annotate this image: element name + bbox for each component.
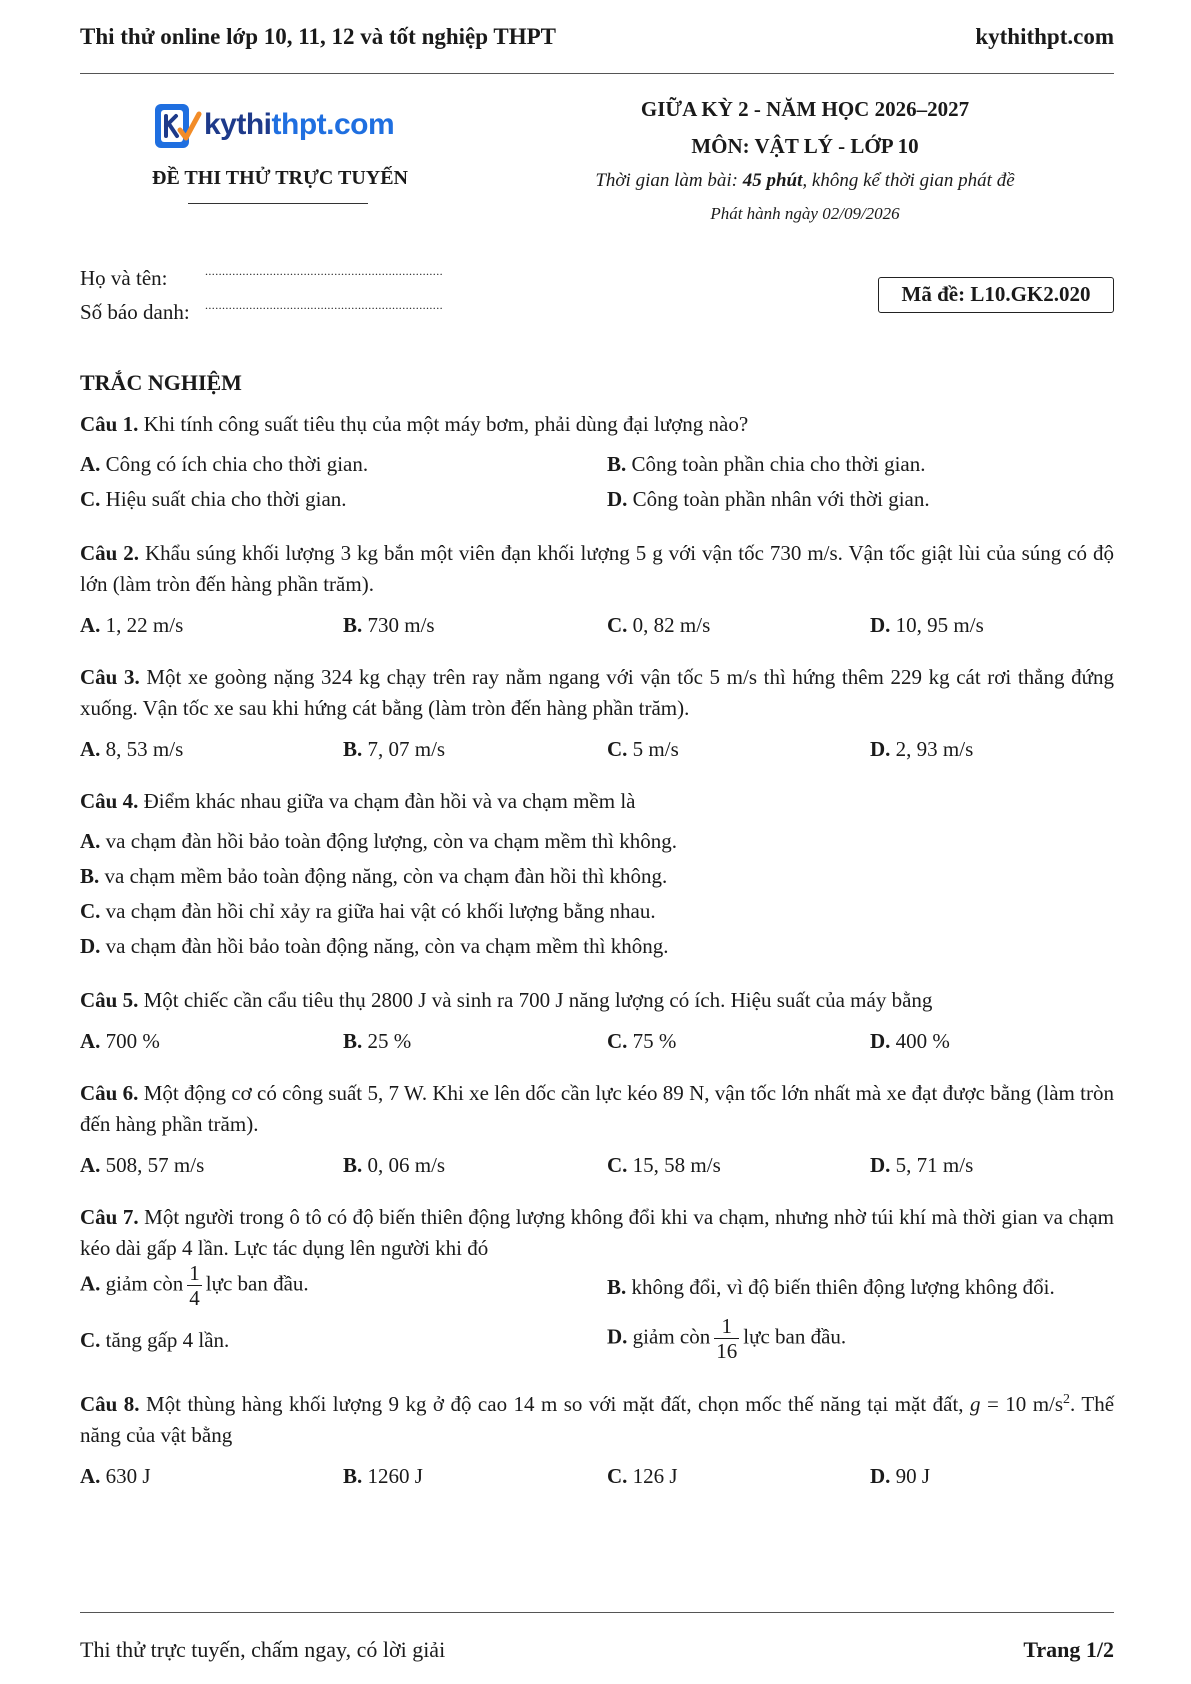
option-c[interactable]: C. 75 % [607, 1029, 677, 1053]
time-prefix: Thời gian làm bài: [595, 170, 743, 191]
question-1 [80, 409, 1114, 440]
logo [152, 100, 402, 154]
id-field[interactable]: ...................................................................... [205, 298, 443, 312]
option-c[interactable]: C. 15, 58 m/s [607, 1153, 721, 1177]
option-b[interactable]: B. 1260 J [343, 1464, 423, 1488]
question-text: Điểm khác nhau giữa va chạm đàn hồi và va chạm mềm là [143, 789, 636, 813]
subject: MÔN: VẬT LÝ - LỚP 10 [691, 134, 919, 158]
option-b[interactable]: B. va chạm mềm bảo toàn động năng, còn va chạm đàn hồi thì không. [80, 864, 668, 888]
option-d[interactable]: D. giảm còn $\frac{1}{16}$ lực ban đầu. [607, 1314, 847, 1364]
header-right[interactable]: kythithpt.com [975, 24, 1114, 49]
logo-text-a: kythi [204, 108, 272, 141]
question-6 [80, 1078, 1114, 1140]
name-field[interactable]: ...................................................................... [205, 264, 443, 278]
option-c[interactable]: C. va chạm đàn hồi chỉ xảy ra giữa hai vật có khối lượng bằng nhau. [80, 899, 656, 923]
option-d[interactable]: D. 5, 71 m/s [870, 1153, 974, 1177]
option-b[interactable]: B. 25 % [343, 1029, 412, 1053]
exam-code-box [878, 277, 1114, 313]
question-text: Một xe goòng nặng 324 kg chạy trên ray nằm ngang với vận tốc 5 m/s thì hứng thêm 229 kg cát rơi thẳng đứng xuống. Vận tốc xe sau khi hứng cát bằng (làm tròn đến hàng phần trăm). [80, 665, 1114, 720]
option-b[interactable]: B. 7, 07 m/s [343, 737, 446, 761]
header-left: Thi thử online lớp 10, 11, 12 và tốt nghiệp THPT [80, 24, 556, 49]
name-label: Họ và tên: [80, 266, 168, 290]
option-d[interactable]: D. Công toàn phần nhân với thời gian. [607, 487, 930, 511]
time-duration: 45 phút [742, 170, 803, 191]
footer-left: Thi thử trực tuyến, chấm ngay, có lời giải [80, 1637, 446, 1662]
gravity-symbol: g [970, 1392, 981, 1416]
time-suffix: , không kể thời gian phát đề [802, 170, 1015, 191]
option-a[interactable]: A. 508, 57 m/s [80, 1153, 205, 1177]
question-label: Câu 2. [80, 541, 140, 565]
exam-type: ĐỀ THI THỬ TRỰC TUYẾN [152, 167, 408, 189]
option-c[interactable]: C. 126 J [607, 1464, 678, 1488]
question-text: Một thùng hàng khối lượng 9 kg ở độ cao 14 m so với mặt đất, chọn mốc thế năng tại mặt đất, [146, 1392, 964, 1416]
option-b[interactable]: B. không đổi, vì độ biến thiên động lượng không đổi. [607, 1275, 1055, 1299]
exam-type-underline [188, 203, 368, 204]
question-text: Một chiếc cần cẩu tiêu thụ 2800 J và sinh ra 700 J năng lượng có ích. Hiệu suất của máy bằng [143, 988, 933, 1012]
footer-divider [80, 1612, 1114, 1613]
option-d[interactable]: D. 10, 95 m/s [870, 613, 984, 637]
fraction: $\frac{1}{4}$ [189, 1261, 200, 1311]
section-title: TRẮC NGHIỆM [80, 370, 242, 395]
option-d[interactable]: D. 90 J [870, 1464, 931, 1488]
option-c[interactable]: C. tăng gấp 4 lần. [80, 1328, 230, 1352]
logo-icon [152, 100, 202, 152]
option-d[interactable]: D. va chạm đàn hồi bảo toàn động năng, còn va chạm mềm thì không. [80, 934, 669, 958]
question-text: Một người trong ô tô có độ biến thiên động lượng không đổi khi va chạm, nhưng nhờ túi khí mà thời gian va chạm kéo dài gấp 4 lần. Lực tác dụng lên người khi đó [80, 1205, 1114, 1260]
option-a[interactable]: A. giảm còn $\frac{1}{4}$ lực ban đầu. [80, 1261, 309, 1311]
option-b[interactable]: B. 730 m/s [343, 613, 435, 637]
option-c[interactable]: C. 5 m/s [607, 737, 679, 761]
exam-title: GIỮA KỲ 2 - NĂM HỌC 2026–2027 [640, 97, 970, 121]
option-a[interactable]: A. 700 % [80, 1029, 160, 1053]
option-a[interactable]: A. 1, 22 m/s [80, 613, 184, 637]
question-3 [80, 662, 1114, 724]
exam-time [540, 170, 1070, 192]
logo-text-b: thpt.com [271, 108, 395, 141]
question-label: Câu 1. [80, 412, 139, 436]
release-date: Phát hành ngày 02/09/2026 [710, 204, 900, 223]
option-a[interactable]: A. 8, 53 m/s [80, 737, 184, 761]
question-label: Câu 8. [80, 1392, 140, 1416]
question-5 [80, 985, 1114, 1016]
option-c[interactable]: C. Hiệu suất chia cho thời gian. [80, 487, 347, 511]
option-b[interactable]: B. Công toàn phần chia cho thời gian. [607, 452, 926, 476]
id-label: Số báo danh: [80, 300, 190, 324]
option-d[interactable]: D. 2, 93 m/s [870, 737, 974, 761]
option-b[interactable]: B. 0, 06 m/s [343, 1153, 446, 1177]
header-divider [80, 73, 1114, 74]
question-label: Câu 7. [80, 1205, 139, 1229]
question-label: Câu 6. [80, 1081, 139, 1105]
question-text: Khẩu súng khối lượng 3 kg bắn một viên đạn khối lượng 5 g với vận tốc 730 m/s. Vận tốc giật lùi của súng có độ lớn (làm tròn đến hàng phần trăm). [80, 541, 1115, 596]
question-text: Một động cơ có công suất 5, 7 W. Khi xe lên dốc cần lực kéo 89 N, vận tốc lớn nhất mà xe đạt được bằng (làm tròn đến hàng phần trăm). [80, 1081, 1114, 1136]
option-a[interactable]: A. 630 J [80, 1464, 151, 1488]
question-8: Câu 8. Một thùng hàng khối lượng 9 kg ở độ cao 14 m so với mặt đất, chọn mốc thế năng tại mặt đất, g = 10 $m/s^2$. Thế năng của vật bằng [80, 1392, 1115, 1447]
fraction: $\frac{1}{16}$ [716, 1314, 738, 1364]
page-number: Trang 1/2 [1023, 1637, 1114, 1662]
option-c[interactable]: C. 0, 82 m/s [607, 613, 711, 637]
question-label: Câu 4. [80, 789, 139, 813]
option-d[interactable]: D. 400 % [870, 1029, 950, 1053]
question-2 [80, 538, 1114, 600]
question-7 [80, 1202, 1114, 1264]
exam-code: Mã đề: L10.GK2.020 [901, 282, 1091, 306]
option-a[interactable]: A. va chạm đàn hồi bảo toàn động lượng, còn va chạm mềm thì không. [80, 829, 677, 853]
question-text: Khi tính công suất tiêu thụ của một máy bơm, phải dùng đại lượng nào? [143, 412, 749, 436]
question-label: Câu 5. [80, 988, 139, 1012]
question-label: Câu 3. [80, 665, 140, 689]
option-a[interactable]: A. Công có ích chia cho thời gian. [80, 452, 369, 476]
question-4 [80, 786, 1114, 817]
